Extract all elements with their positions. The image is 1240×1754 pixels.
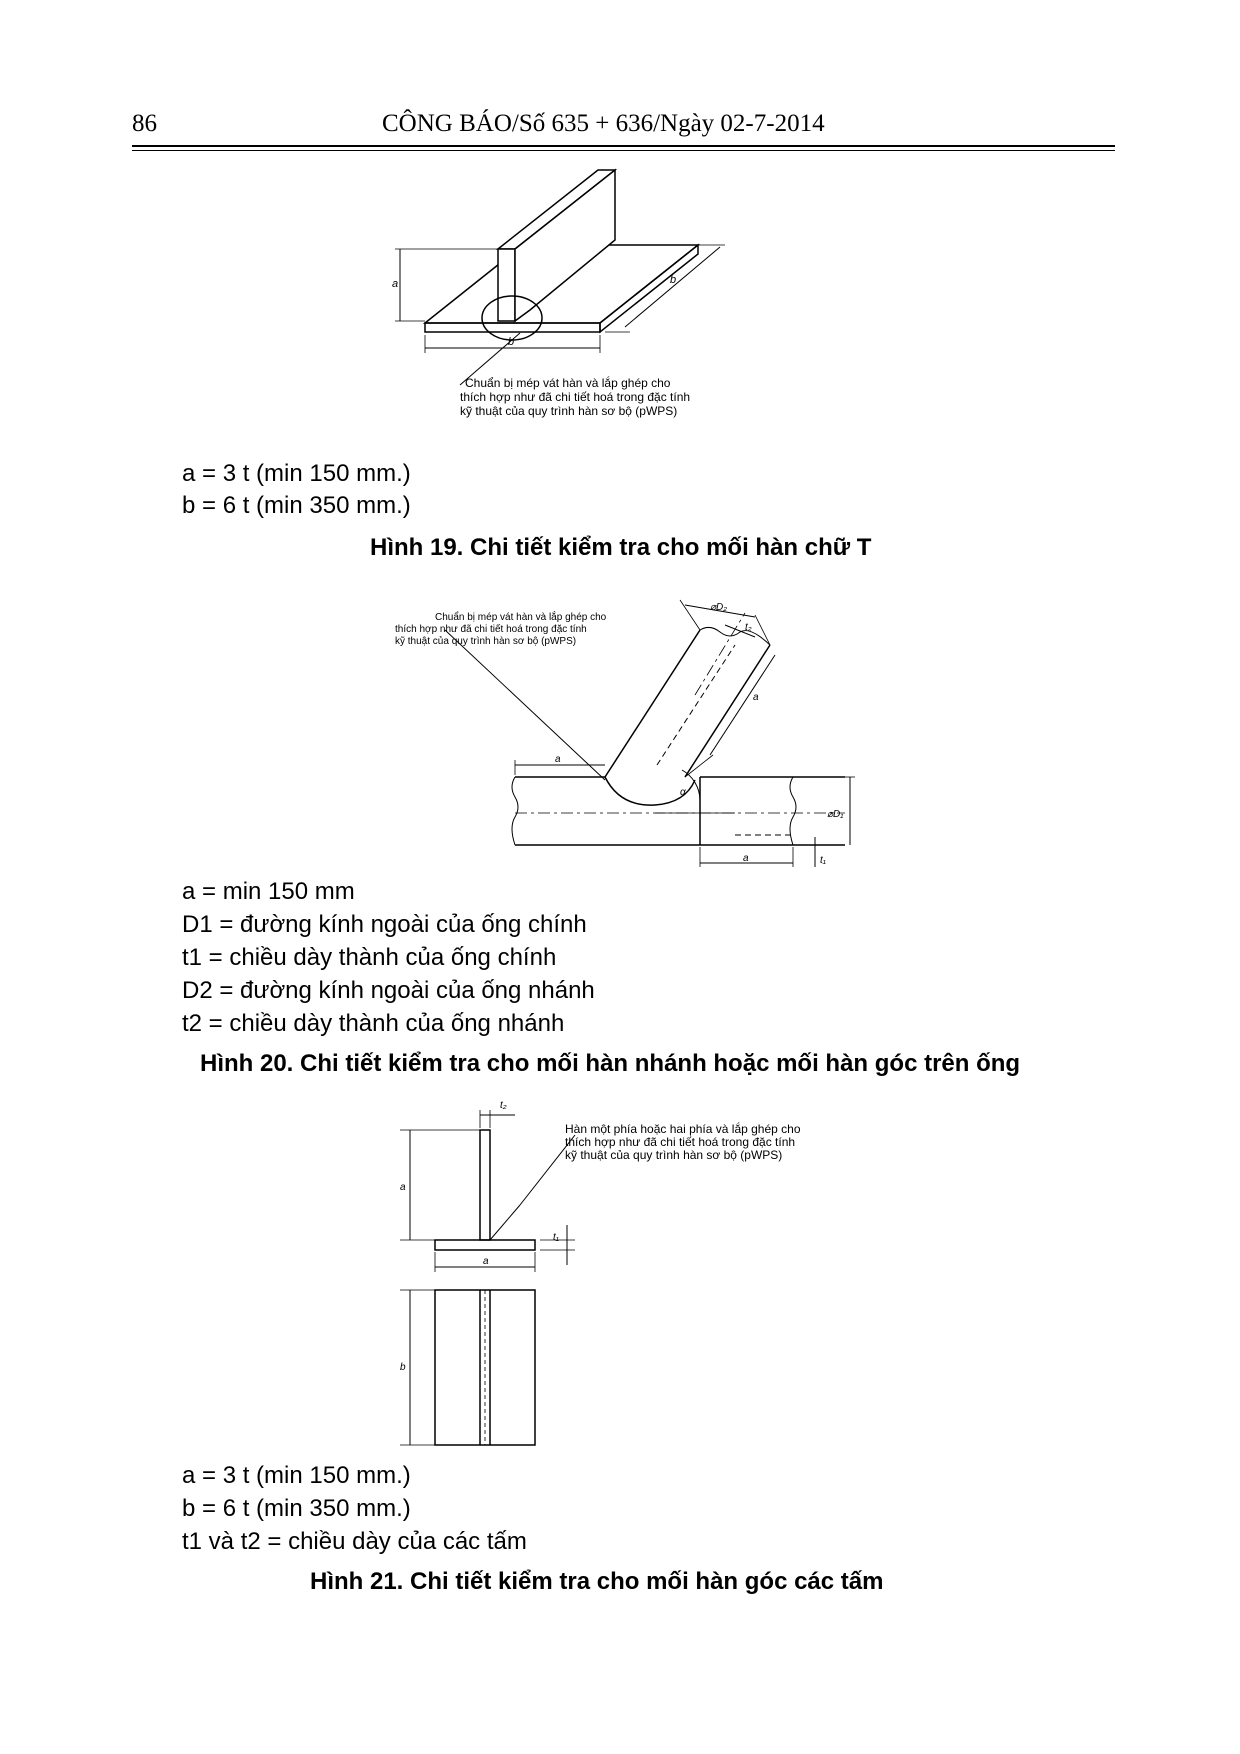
fig19-line-a: a = 3 t (min 150 mm.) (182, 460, 411, 487)
figure-19-diagram (392, 175, 840, 455)
header-rule-thin (132, 150, 1115, 151)
fig21-dim-a-horiz: a (483, 1256, 489, 1267)
fig21-line-a: a = 3 t (min 150 mm.) (182, 1462, 411, 1489)
fig19-note-line-3: kỹ thuật của quy trình hàn sơ bộ (pWPS) (460, 404, 678, 418)
page-number: 86 (132, 110, 157, 137)
fig21-dim-t1: t₁ (553, 1232, 559, 1243)
fig20-note-line-3: kỹ thuật của quy trình hàn sơ bộ (pWPS) (395, 636, 577, 647)
fig21-note-line-3: kỹ thuật của quy trình hàn sơ bộ (pWPS) (565, 1148, 783, 1162)
fig21-line-b: b = 6 t (min 350 mm.) (182, 1495, 411, 1522)
header-rule-thick (132, 145, 1115, 147)
fig20-caption: Hình 20. Chi tiết kiểm tra cho mối hàn nhánh hoặc mối hàn góc trên ống (200, 1050, 1021, 1077)
fig19-note-line-2: thích hợp như đã chi tiết hoá trong đặc tính (460, 390, 691, 404)
fig20-dim-alpha: α (680, 787, 686, 798)
fig20-dim-d2: ⌀D₂ (710, 602, 728, 613)
fig19-note-line-1: Chuẩn bị mép vát hàn và lắp ghép cho (465, 376, 671, 390)
fig19-caption: Hình 19. Chi tiết kiểm tra cho mối hàn chữ T (370, 534, 872, 561)
fig20-dim-a-bottom: a (743, 853, 749, 864)
fig20-line-d1: D1 = đường kính ngoài của ống chính (182, 911, 587, 938)
fig19-dim-b-diagonal: b (670, 274, 677, 286)
fig20-dim-a-left: a (555, 754, 561, 765)
fig20-dim-d1: ⌀D₁ (827, 809, 844, 820)
fig20-line-t1: t1 = chiều dày thành của ống chính (182, 944, 557, 971)
fig20-dim-t2: t₂ (745, 622, 752, 633)
fig20-line-t2: t2 = chiều dày thành của ống nhánh (182, 1010, 565, 1037)
fig20-note-line-2: thích hợp như đã chi tiết hoá trong đặc tính (395, 624, 587, 635)
fig21-note-line-2: thích hợp như đã chi tiết hoá trong đặc tính (565, 1135, 796, 1149)
fig21-dim-t2: t₂ (500, 1100, 507, 1111)
fig21-note-line-1: Hàn một phía hoặc hai phía và lắp ghép cho (565, 1122, 801, 1136)
fig20-line-d2: D2 = đường kính ngoài của ống nhánh (182, 977, 595, 1004)
fig19-dim-a: a (392, 278, 399, 290)
fig19-dim-b-bottom: b (508, 336, 515, 348)
fig21-dim-b: b (400, 1362, 406, 1373)
fig20-line-a: a = min 150 mm (182, 878, 355, 905)
fig21-dim-a-vert: a (400, 1182, 406, 1193)
fig21-line-t: t1 và t2 = chiều dày của các tấm (182, 1528, 527, 1555)
fig19-line-b: b = 6 t (min 350 mm.) (182, 492, 411, 519)
page-header (132, 102, 1112, 142)
figure-20-diagram (395, 602, 865, 880)
figure-21-diagram (395, 1090, 865, 1450)
fig20-dim-a-branch: a (753, 692, 759, 703)
fig20-dim-t1: t₁ (820, 855, 826, 866)
fig21-caption: Hình 21. Chi tiết kiểm tra cho mối hàn góc các tấm (310, 1568, 884, 1595)
fig20-note-line-1: Chuẩn bị mép vát hàn và lắp ghép cho (435, 612, 607, 623)
gazette-title: CÔNG BÁO/Số 635 + 636/Ngày 02-7-2014 (382, 110, 825, 137)
